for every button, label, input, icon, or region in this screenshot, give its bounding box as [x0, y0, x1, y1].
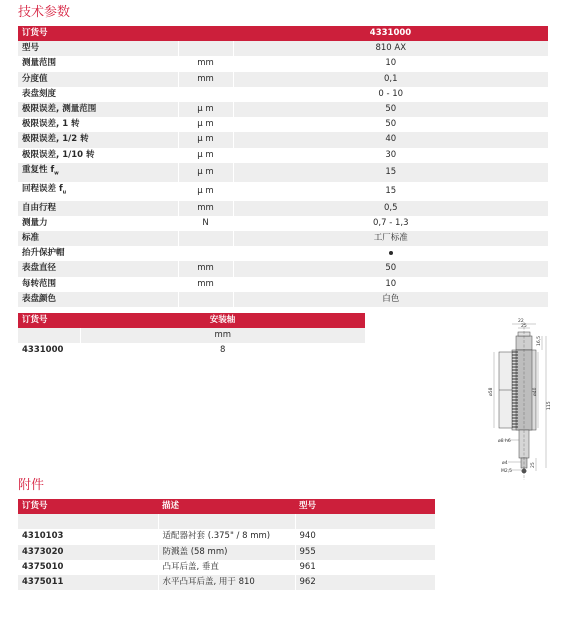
table-row: [18, 117, 548, 132]
spec-unit: µ m: [178, 163, 233, 182]
spec-label-text: 表盘颜色: [22, 293, 57, 304]
spec-label-text: 表盘直径: [22, 263, 57, 274]
spec-unit: mm: [178, 72, 233, 87]
shaft-unit-cell: mm: [80, 328, 365, 343]
dim-label: ø58: [489, 387, 494, 396]
shaft-mount-value: 8: [80, 343, 365, 358]
table-row: [18, 545, 435, 560]
acc-header-model: 型号: [295, 499, 435, 514]
acc-model: 940: [295, 529, 435, 544]
table-row: [18, 292, 548, 307]
accessories-title: 附件: [18, 478, 45, 493]
acc-model: [295, 514, 435, 529]
table-row: [18, 132, 548, 147]
spec-label-text: 分度值: [22, 73, 48, 84]
dim-label: 22: [518, 319, 524, 324]
acc-model: 955: [295, 545, 435, 560]
spec-label: [18, 201, 178, 216]
table-row: [18, 560, 435, 575]
table-row: [18, 41, 548, 56]
spec-label-text: 型号: [22, 43, 40, 54]
table-row: [18, 246, 548, 261]
spec-value: 0 - 10: [233, 87, 548, 102]
acc-description: [158, 514, 295, 529]
acc-description: 适配器衬套 (.375" / 8 mm): [158, 529, 295, 544]
specs-table: [18, 26, 548, 307]
spec-label: [18, 148, 178, 163]
spec-label: [18, 117, 178, 132]
spec-label-subscript: w: [54, 170, 59, 177]
spec-unit: µ m: [178, 102, 233, 117]
shaft-order-no: 4331000: [18, 343, 80, 358]
spec-unit: [178, 292, 233, 307]
spec-label: [18, 72, 178, 87]
spec-label: [18, 132, 178, 147]
spec-unit: [178, 231, 233, 246]
acc-order-no: 4375010: [18, 560, 158, 575]
spec-value: 810 AX: [233, 41, 548, 56]
acc-order-no: [18, 514, 158, 529]
spec-unit: mm: [178, 277, 233, 292]
accessories-header-row: [18, 499, 435, 514]
spec-unit: N: [178, 216, 233, 231]
spec-label-text: 测量力: [22, 217, 48, 228]
dim-label: ø4: [502, 461, 508, 466]
spec-label: [18, 87, 178, 102]
spec-label: [18, 56, 178, 71]
acc-description: 水平凸耳后盖, 用于 810: [158, 575, 295, 590]
acc-description: 防溅盖 (58 mm): [158, 545, 295, 560]
spec-label-text: 极限误差, 1/2 转: [22, 134, 89, 145]
acc-description: 凸耳后盖, 垂直: [158, 560, 295, 575]
accessories-table: [18, 499, 435, 590]
shaft-header-row: [18, 313, 365, 328]
dim-label: 115: [547, 401, 552, 410]
spec-value: 10: [233, 56, 548, 71]
spec-unit: mm: [178, 56, 233, 71]
table-row: [18, 261, 548, 276]
table-row: [18, 163, 548, 182]
acc-model: 961: [295, 560, 435, 575]
specs-header-article: 4331000: [233, 26, 548, 41]
spec-unit: µ m: [178, 182, 233, 201]
spec-label-text: 重复性 f: [22, 164, 55, 175]
table-row: [18, 231, 548, 246]
spec-label: [18, 41, 178, 56]
acc-order-no: 4373020: [18, 545, 158, 560]
specs-title: 技术参数: [18, 5, 71, 20]
spec-label: [18, 216, 178, 231]
spec-unit: µ m: [178, 148, 233, 163]
spec-value: 工厂标准: [233, 231, 548, 246]
shaft-header-order-no: 订货号: [18, 313, 80, 328]
spec-label: [18, 246, 178, 261]
acc-order-no: 4375011: [18, 575, 158, 590]
specs-header-unit: [178, 26, 233, 41]
spec-label: [18, 163, 178, 182]
spec-label-text: 极限误差, 测量范围: [22, 104, 97, 115]
table-row: [18, 148, 548, 163]
shaft-table: [18, 313, 365, 359]
spec-value: 50: [233, 117, 548, 132]
spec-value: [233, 246, 548, 261]
dimension-drawing: [474, 318, 554, 484]
bullet-dot-icon: [389, 251, 393, 255]
spec-unit: [178, 87, 233, 102]
spec-value: 0,7 - 1,3: [233, 216, 548, 231]
spec-label-text: 每转范围: [22, 278, 57, 289]
acc-header-order-no: 订货号: [18, 499, 158, 514]
spec-value: 50: [233, 261, 548, 276]
spec-unit: µ m: [178, 117, 233, 132]
spec-value: 10: [233, 277, 548, 292]
spec-label-text: 标准: [22, 233, 40, 244]
spec-label-text: 自由行程: [22, 202, 57, 213]
specs-header-order-no: 订货号: [18, 26, 178, 41]
table-row: [18, 277, 548, 292]
table-row: [18, 56, 548, 71]
spec-label: [18, 231, 178, 246]
spec-value: 40: [233, 132, 548, 147]
spec-label: [18, 277, 178, 292]
spec-value: 15: [233, 163, 548, 182]
table-row: [18, 87, 548, 102]
table-row: [18, 72, 548, 87]
table-row: [18, 182, 548, 201]
dim-label: 16,5: [537, 335, 542, 346]
dim-label: M2,5: [501, 469, 513, 474]
acc-header-description: 描述: [158, 499, 295, 514]
table-row: [18, 343, 365, 358]
spec-value: 30: [233, 148, 548, 163]
table-row: [18, 201, 548, 216]
spec-value: 白色: [233, 292, 548, 307]
spec-unit: mm: [178, 201, 233, 216]
spec-unit: mm: [178, 261, 233, 276]
table-row: [18, 102, 548, 117]
spec-label: [18, 102, 178, 117]
shaft-unit-row: [18, 328, 365, 343]
spec-label-subscript: u: [62, 189, 67, 196]
specs-header-row: [18, 26, 548, 41]
spec-unit: [178, 41, 233, 56]
spec-label: [18, 292, 178, 307]
spec-label-text: 极限误差, 1 转: [22, 119, 80, 130]
spec-label: [18, 261, 178, 276]
table-row: [18, 529, 435, 544]
spec-unit: µ m: [178, 132, 233, 147]
spec-label-text: 测量范围: [22, 58, 57, 69]
spec-label: [18, 182, 178, 201]
spec-value: 0,5: [233, 201, 548, 216]
shaft-unit-cell: [18, 328, 80, 343]
dim-label: 25: [531, 462, 536, 468]
table-row: [18, 514, 435, 529]
spec-value: 50: [233, 102, 548, 117]
dim-label: 25: [521, 324, 527, 329]
shaft-header-mount: 安装轴: [80, 313, 365, 328]
spec-label-text: 表盘刻度: [22, 88, 57, 99]
table-row: [18, 575, 435, 590]
spec-value: 15: [233, 182, 548, 201]
dim-label: ø40: [533, 387, 538, 396]
acc-order-no: 4310103: [18, 529, 158, 544]
spec-unit: [178, 246, 233, 261]
spec-value: 0,1: [233, 72, 548, 87]
acc-model: 962: [295, 575, 435, 590]
table-row: [18, 216, 548, 231]
spec-label-text: 回程误差 f: [22, 183, 63, 194]
dim-label: ø8 h6: [498, 439, 511, 444]
spec-label-text: 抬升保护帽: [22, 248, 65, 259]
spec-label-text: 极限误差, 1/10 转: [22, 149, 95, 160]
